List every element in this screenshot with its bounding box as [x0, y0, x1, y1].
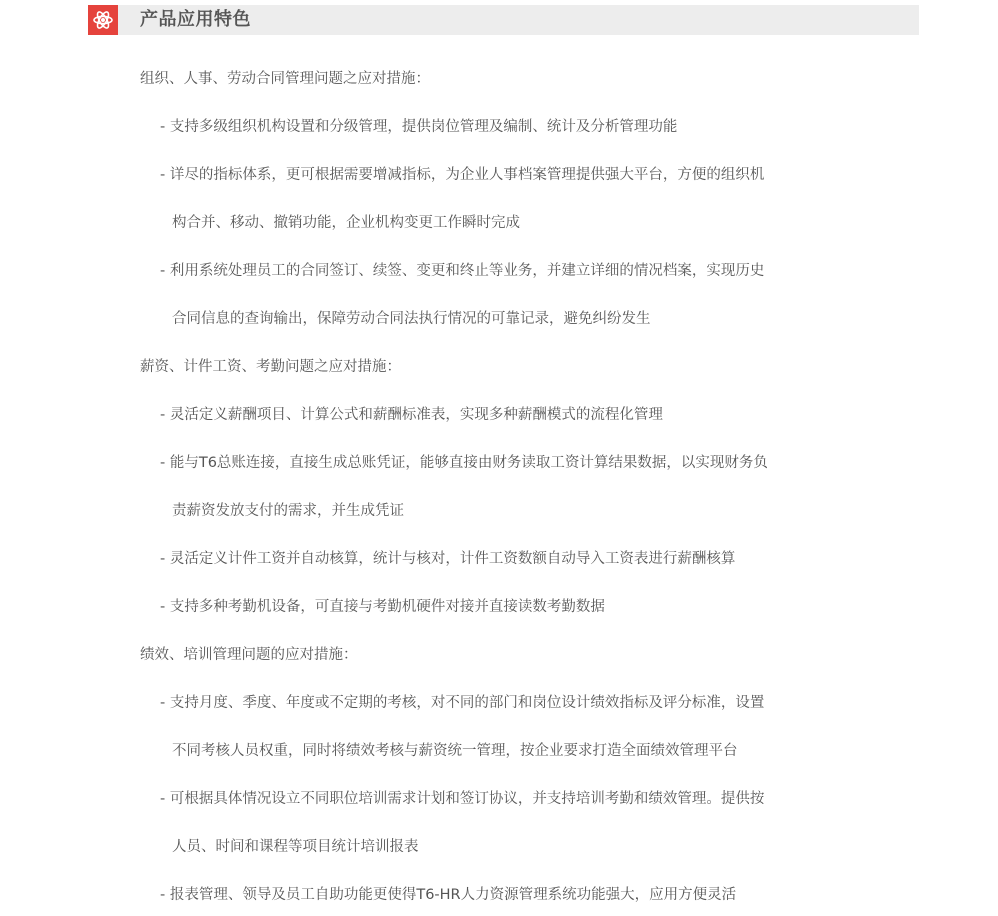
- section-heading: 绩效、培训管理问题的应对措施：: [140, 647, 358, 663]
- section-heading: 薪资、计件工资、考勤问题之应对措施：: [140, 359, 401, 375]
- list-item: - 支持多级组织机构设置和分级管理，提供岗位管理及编制、统计及分析管理功能: [160, 119, 678, 135]
- list-item-continuation: 合同信息的查询输出，保障劳动合同法执行情况的可靠记录，避免纠纷发生: [172, 311, 651, 327]
- list-item: - 灵活定义薪酬项目、计算公式和薪酬标准表，实现多种薪酬模式的流程化管理: [160, 407, 663, 423]
- atom-icon-graphic: [92, 9, 114, 31]
- section-heading: 组织、人事、劳动合同管理问题之应对措施：: [140, 71, 430, 87]
- list-item: - 报表管理、领导及员工自助功能更使得T6-HR人力资源管理系统功能强大，应用方便灵活: [160, 887, 737, 903]
- list-item-continuation: 人员、时间和课程等项目统计培训报表: [172, 839, 419, 855]
- list-item: - 支持多种考勤机设备，可直接与考勤机硬件对接并直接读数考勤数据: [160, 599, 605, 615]
- list-item: - 灵活定义计件工资并自动核算，统计与核对，计件工资数额自动导入工资表进行薪酬核算: [160, 551, 736, 567]
- list-item: - 利用系统处理员工的合同签订、续签、变更和终止等业务，并建立详细的情况档案，实现历史: [160, 263, 765, 279]
- list-item-continuation: 构合并、移动、撤销功能，企业机构变更工作瞬时完成: [172, 215, 520, 231]
- list-item-continuation: 不同考核人员权重，同时将绩效考核与薪资统一管理，按企业要求打造全面绩效管理平台: [172, 743, 738, 759]
- page-title: 产品应用特色: [140, 9, 251, 30]
- list-item: - 支持月度、季度、年度或不定期的考核，对不同的部门和岗位设计绩效指标及评分标准，设置: [160, 695, 765, 711]
- list-item: - 详尽的指标体系，更可根据需要增减指标，为企业人事档案管理提供强大平台，方便的组织机: [160, 167, 765, 183]
- list-item-continuation: 责薪资发放支付的需求，并生成凭证: [172, 503, 404, 519]
- list-item: - 能与T6总账连接，直接生成总账凭证，能够直接由财务读取工资计算结果数据，以实现财务负: [160, 455, 768, 471]
- atom-icon: [88, 5, 118, 35]
- list-item: - 可根据具体情况设立不同职位培训需求计划和签订协议，并支持培训考勤和绩效管理。提供按: [160, 791, 765, 807]
- section-header-bar: [88, 5, 919, 35]
